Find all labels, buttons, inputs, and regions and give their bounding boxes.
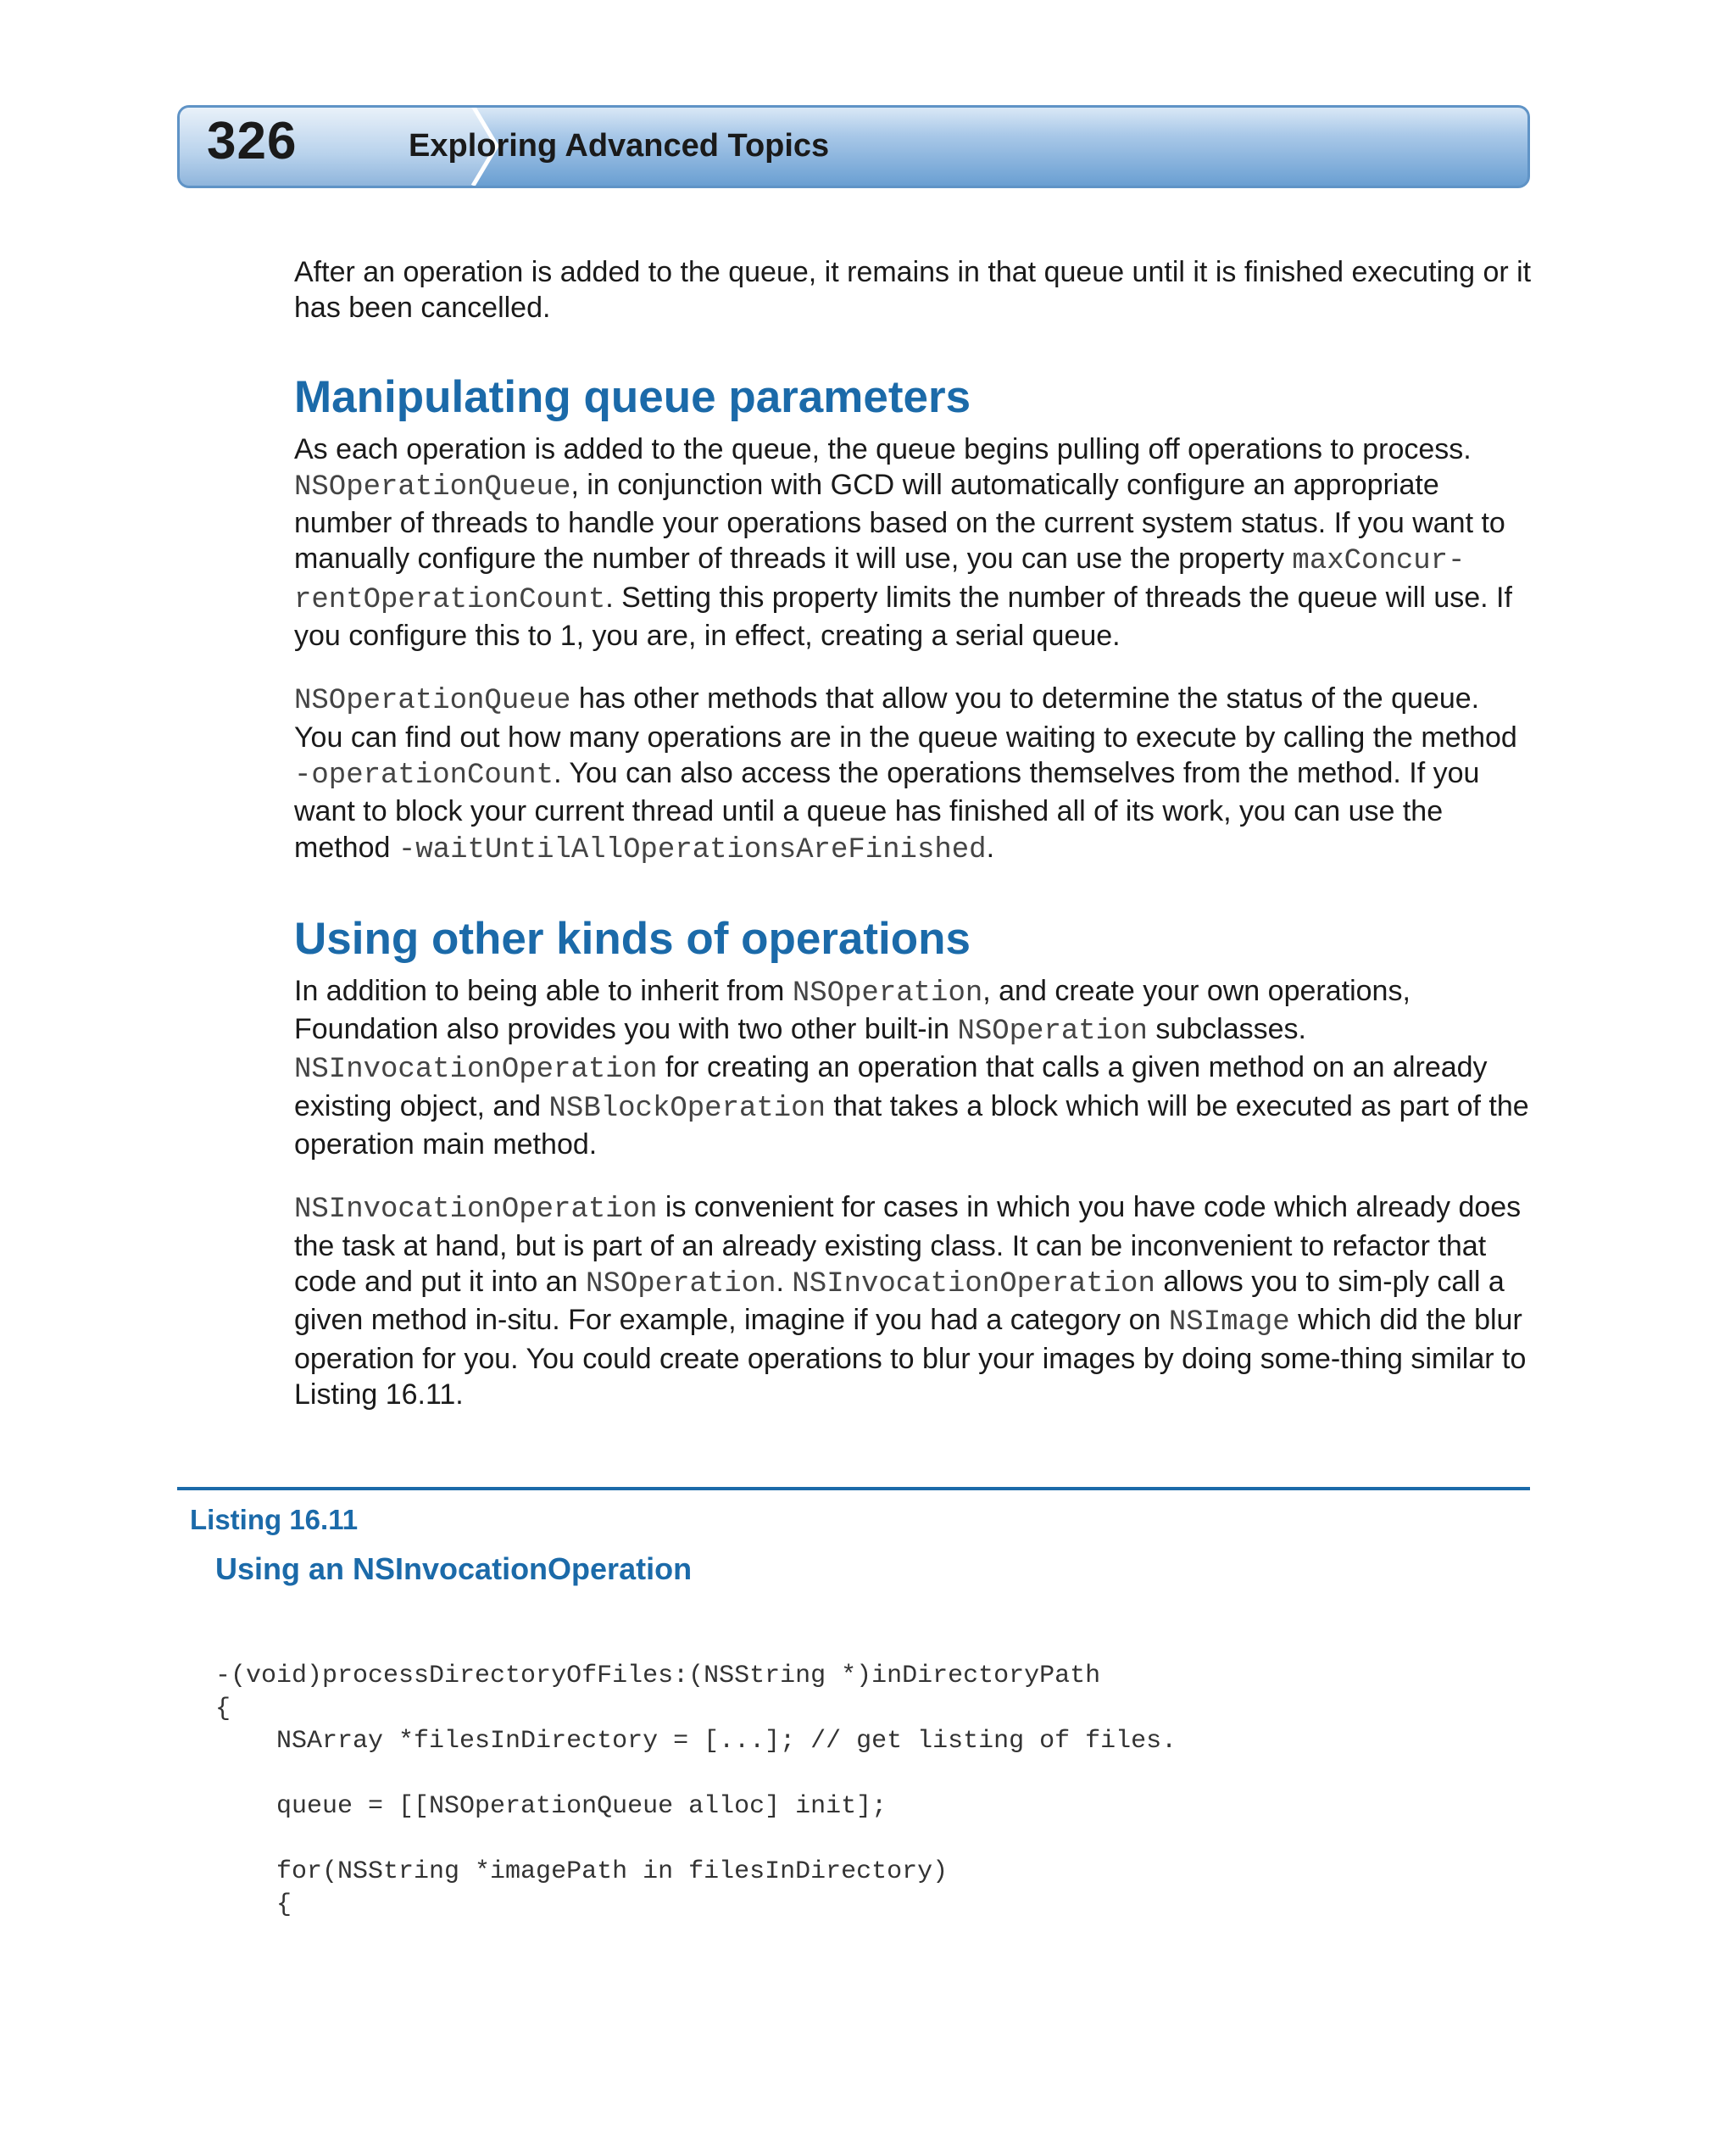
- text-run: is convenient for cases in which you have code which already does the task at hand, but is part of an already existing class. It can be inconvenient to refactor that code and put it into an: [294, 1191, 1522, 1298]
- code-term: NSInvocationOperation: [294, 1054, 658, 1087]
- code-term: maxConcur-rentOperationCount: [294, 545, 1466, 616]
- code-line: for(NSString *imagePath in filesInDirectory): [215, 1857, 949, 1886]
- page-body: [294, 254, 1532, 1439]
- code-term: NSOperation: [586, 1267, 776, 1300]
- text-run: .: [986, 831, 995, 864]
- text-run: . Setting this property limits the number of threads the queue will use. If you configure this to 1, you are, in effect, creating a serial queue.: [294, 581, 1512, 653]
- section-heading-other-operations: Using other kinds of operations: [294, 913, 971, 964]
- code-term: NSOperation: [792, 977, 983, 1010]
- paragraph: [294, 431, 1532, 654]
- chapter-title: Exploring Advanced Topics: [409, 128, 830, 164]
- code-line: [215, 1823, 1177, 1857]
- paragraph: [294, 1189, 1532, 1412]
- listing-label: Listing 16.11: [190, 1504, 359, 1535]
- code-term: NSOperationQueue: [294, 470, 571, 504]
- text-run: As each operation is added to the queue, the queue begins pulling off operations to process.: [294, 432, 1472, 465]
- text-run: which did the blur operation for you. You could create operations to blur your images by doing some-thing similar to Listing 16.11.: [294, 1304, 1527, 1411]
- code-line: {: [215, 1890, 292, 1919]
- code-line: NSArray *filesInDirectory = [...]; // get listing of files.: [215, 1727, 1177, 1756]
- code-term: NSImage: [1168, 1306, 1290, 1339]
- paragraph: [294, 973, 1532, 1162]
- text-run: allows you to sim-ply call a given method in-situ. For example, imagine if you had a category on: [294, 1265, 1505, 1337]
- text-run: for creating an operation that calls a given method on an already existing object, and: [294, 1051, 1488, 1122]
- text-run: .: [776, 1265, 793, 1298]
- code-line: {: [215, 1694, 231, 1723]
- code-listing: [215, 1660, 1177, 1921]
- text-run: , and create your own operations, Foundation also provides you with two other built-in: [294, 974, 1410, 1046]
- listing-title: Using an NSInvocationOperation: [215, 1551, 693, 1586]
- text-run: subclasses.: [1147, 1013, 1306, 1046]
- code-line: -(void)processDirectoryOfFiles:(NSString *)inDirectoryPath: [215, 1662, 1101, 1690]
- page-header: [177, 105, 1530, 188]
- code-term: NSOperationQueue: [294, 685, 571, 718]
- text-run: In addition to being able to inherit from: [294, 974, 793, 1007]
- listing-divider: [177, 1487, 1530, 1490]
- section-heading-queue-parameters: Manipulating queue parameters: [294, 371, 971, 422]
- page-number: 326: [207, 112, 298, 170]
- code-term: NSInvocationOperation: [792, 1267, 1155, 1300]
- paragraph: [294, 681, 1532, 867]
- code-term: -waitUntilAllOperationsAreFinished: [398, 833, 987, 866]
- code-line: [215, 1758, 1177, 1791]
- code-term: NSOperation: [957, 1016, 1148, 1049]
- text-run: has other methods that allow you to determine the status of the queue. You can find out how many operations are in the queue waiting to execute by calling the method: [294, 682, 1517, 754]
- code-term: -operationCount: [294, 759, 554, 792]
- text-run: . You can also access the operations themselves from the method. If you want to block your current thread until a queue has finished all of its work, you can use the method: [294, 756, 1480, 864]
- code-term: NSBlockOperation: [548, 1092, 826, 1125]
- code-line: queue = [[NSOperationQueue alloc] init];: [215, 1792, 887, 1821]
- text-run: , in conjunction with GCD will automatically configure an appropriate number of threads to handle your operations based on the current system status. If you want to manually configure the number of threads it will use, you can use the property: [294, 468, 1505, 576]
- code-term: NSInvocationOperation: [294, 1194, 658, 1227]
- intro-paragraph: After an operation is added to the queue, it remains in that queue until it is finished executing or it has been cancelled.: [294, 256, 1532, 325]
- text-run: that takes a block which will be executed as part of the operation main method.: [294, 1089, 1529, 1161]
